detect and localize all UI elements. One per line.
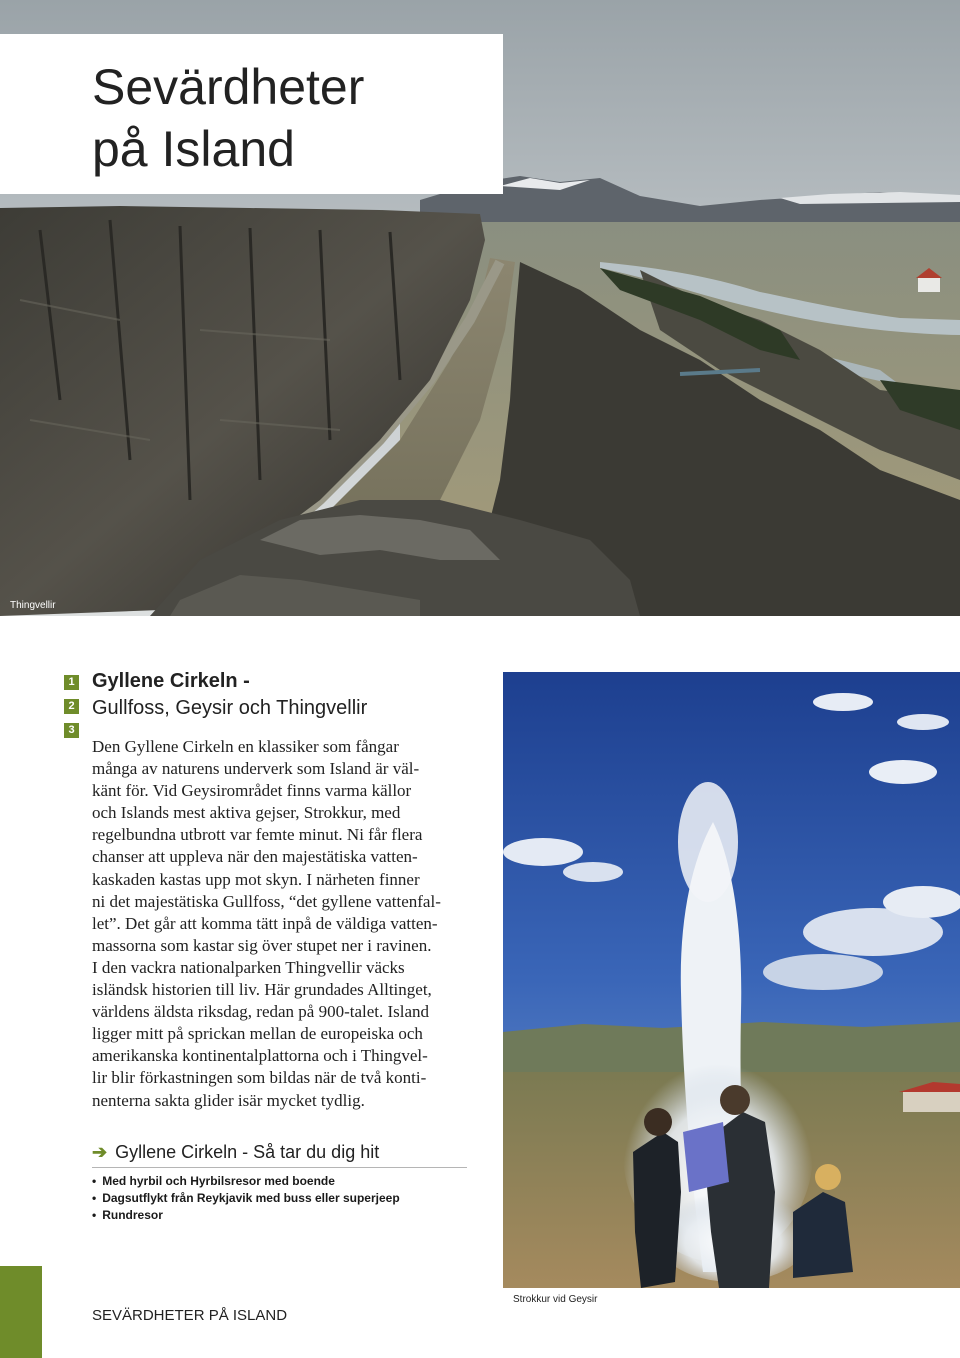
body-line: chanser att uppleva när den majestätiska vatten-: [92, 847, 418, 867]
number-badge: 1: [64, 675, 79, 690]
body-line: isländsk historien till liv. Här grundades Alltinget,: [92, 980, 432, 1000]
body-line: nenterna sakta glider isär mycket tydlig.: [92, 1090, 365, 1110]
body-line: Den Gyllene Cirkeln en klassiker som fångar: [92, 737, 399, 756]
section-subheading: Gullfoss, Geysir och Thingvellir: [92, 697, 368, 719]
body-line: och Islands mest aktiva gejser, Strokkur, med: [92, 803, 401, 823]
geyser-photo: [503, 672, 960, 1288]
body-line: regelbundna utbrott var femte minut. Ni får flera: [92, 825, 423, 845]
page-title: Sevärdheter på Island: [92, 59, 365, 177]
photo-caption: Thingvellir: [10, 600, 56, 611]
section-heading: Gyllene Cirkeln -: [92, 670, 250, 692]
list-item: • Rundresor: [92, 1207, 400, 1224]
accent-bar-bottom: [0, 1266, 42, 1358]
list-item: • Dagsutflykt från Reykjavik med buss eller superjeep: [92, 1190, 400, 1207]
arrow-right-icon: ➔: [92, 1142, 108, 1162]
list-item: • Med hyrbil och Hyrbilsresor med boende: [92, 1173, 400, 1190]
geyser-caption: Strokkur vid Geysir: [513, 1294, 598, 1305]
body-line: världens äldsta riksdag, redan på 900-talet. Island: [92, 1002, 430, 1022]
number-badge: 2: [64, 699, 79, 714]
body-line: massorna som kastar sig över stupet ner i ravinen.: [92, 935, 432, 955]
divider: [92, 1167, 467, 1168]
body-line: lir blir förkastningen som bildas när de två konti-: [92, 1068, 427, 1088]
body-line: kaskaden kastas upp mot skyn. I närheten finner: [92, 869, 420, 889]
body-line: känt för. Vid Geysirområdet finns varma källor: [92, 781, 412, 801]
page-footer: SEVÄRDHETER PÅ ISLAND: [92, 1307, 288, 1324]
geyser-caption-wrap: [513, 1294, 597, 1305]
body-line: I den vackra nationalparken Thingvellir väcks: [92, 957, 405, 977]
travel-heading: [92, 1142, 467, 1163]
body-line: amerikanska kontinentalplattorna och i Thingvel-: [92, 1046, 428, 1066]
body-line: ni det majestätiska Gullfoss, “det gyllene vattenfal-: [92, 891, 441, 911]
body-line: många av naturens underverk som Island är väl-: [92, 759, 420, 779]
travel-heading-text: Gyllene Cirkeln - Så tar du dig hit: [115, 1142, 380, 1162]
body-line: ligger mitt på sprickan mellan de europeiska och: [92, 1024, 423, 1044]
body-text: [92, 736, 464, 1112]
number-badge: 3: [64, 723, 79, 738]
travel-options-list: [92, 1173, 400, 1224]
body-line: let”. Det går att komma tätt inpå de väldiga vatten-: [92, 913, 438, 933]
